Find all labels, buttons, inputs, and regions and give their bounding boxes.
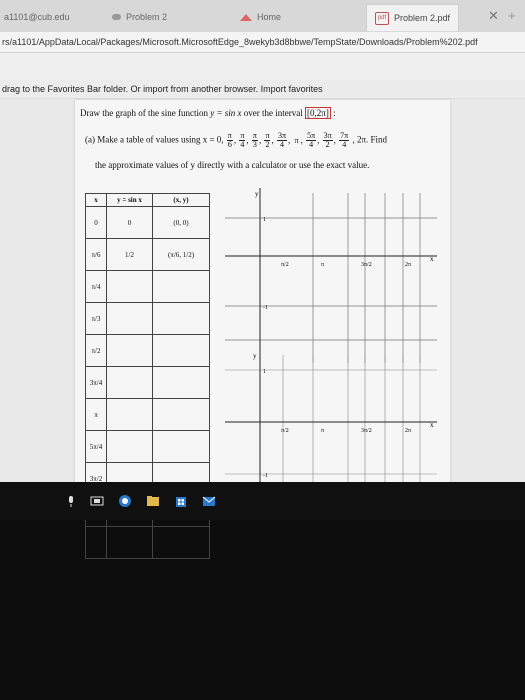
x-fraction — [339, 132, 349, 149]
comma: , — [246, 134, 251, 145]
x-fraction — [264, 132, 270, 149]
tab-pdf-label: Problem 2.pdf — [394, 13, 451, 23]
prompt-line — [80, 108, 336, 118]
cell-y — [107, 367, 153, 399]
cell-x: π/6 — [86, 239, 107, 271]
x-values-fractions — [226, 131, 350, 149]
x-axis-label-2: x — [430, 421, 434, 429]
cell-xy — [153, 367, 210, 399]
cell-xy: (0, 0) — [153, 207, 210, 239]
table-row — [86, 271, 210, 303]
cell-xy — [153, 399, 210, 431]
fraction-numerator: π — [294, 135, 299, 145]
cell-xy — [153, 303, 210, 335]
edge-icon — [112, 14, 121, 20]
x-fraction — [294, 137, 300, 145]
prompt-prefix: Draw the graph of the sine function — [80, 108, 208, 118]
y-tick-neg1: -1 — [263, 305, 268, 311]
pdf-icon: pdf — [375, 12, 389, 25]
prompt-interval: [0,2π] — [307, 108, 329, 118]
header-y: y = sin x — [107, 194, 153, 207]
comma: , — [300, 134, 306, 145]
cell-x: π — [86, 399, 107, 431]
microphone-icon[interactable] — [64, 494, 78, 508]
tick-pi-b: π — [321, 428, 325, 434]
table-row — [86, 527, 210, 559]
comma: , — [333, 134, 339, 145]
cell-y — [107, 527, 153, 559]
x-fraction — [277, 132, 287, 149]
cell-x: 3π/2 — [86, 463, 107, 495]
header-x: x — [86, 194, 107, 207]
favorites-bar — [0, 80, 525, 99]
comma: , — [288, 134, 293, 145]
home-icon — [240, 14, 252, 21]
x-fraction — [252, 132, 258, 149]
cell-x: π/4 — [86, 271, 107, 303]
close-tab-icon[interactable]: ✕ — [488, 8, 499, 23]
part-a-prefix: (a) Make a table of values using x = 0, — [85, 134, 224, 145]
cell-y — [107, 303, 153, 335]
tab-home-label: Home — [257, 12, 282, 22]
fraction-numerator: 7π — [340, 131, 349, 140]
cell-x: π/3 — [86, 303, 107, 335]
x-fraction — [306, 132, 316, 149]
task-view-icon[interactable] — [90, 494, 104, 508]
tick-2pi-b: 2π — [405, 428, 412, 434]
prompt-equation: y = sin x — [210, 108, 242, 118]
y-axis-label-2: y — [253, 352, 257, 360]
header-xy: (x, y) — [153, 194, 210, 207]
taskbar — [0, 482, 525, 520]
tab-home[interactable] — [240, 4, 281, 30]
address-bar[interactable] — [0, 32, 525, 53]
tick-3pi-2-b: 3π/2 — [361, 428, 372, 434]
y-axis-label: y — [255, 190, 259, 198]
cell-x: 5π/4 — [86, 431, 107, 463]
fraction-denominator: 2 — [265, 140, 270, 149]
table-row — [86, 335, 210, 367]
part-a-line2-text: the approximate values of y directly with a calculator or use the exact value. — [95, 160, 370, 170]
new-tab-icon[interactable]: + — [508, 8, 516, 23]
x-axis-label: x — [430, 255, 434, 263]
tick-pi-2-b: π/2 — [281, 428, 289, 434]
pdf-page — [75, 100, 450, 547]
mail-icon[interactable] — [202, 494, 216, 508]
tab-email[interactable] — [4, 4, 70, 30]
table-row — [86, 239, 210, 271]
table-row — [86, 207, 210, 239]
page-gap — [0, 53, 525, 80]
comma: , — [317, 134, 322, 145]
fraction-denominator: 4 — [280, 140, 284, 149]
cell-xy — [153, 271, 210, 303]
fraction-denominator: 2 — [325, 140, 330, 149]
cell-xy — [153, 527, 210, 559]
fraction-numerator: 3π — [323, 131, 332, 140]
cell-y: 0 — [107, 207, 153, 239]
part-a-line2 — [95, 160, 369, 170]
tab-problem2-label: Problem 2 — [126, 12, 168, 22]
fraction-denominator: 4 — [309, 140, 314, 149]
tab-problem2[interactable] — [112, 4, 167, 30]
fraction-denominator: 4 — [240, 140, 245, 149]
fraction-denominator: 3 — [252, 140, 257, 149]
tab-email-label: a1101@cub.edu — [4, 12, 70, 22]
x-fraction — [239, 132, 245, 149]
tick-2pi: 2π — [405, 262, 412, 268]
fraction-numerator: π — [265, 131, 270, 140]
table-row — [86, 399, 210, 431]
cell-y — [107, 399, 153, 431]
fraction-numerator: π — [252, 131, 257, 140]
x-fraction — [227, 132, 233, 149]
prompt-end: : — [333, 108, 336, 118]
tick-pi: π — [321, 262, 325, 268]
fraction-numerator: 3π — [277, 131, 287, 140]
fraction-numerator: π — [227, 131, 232, 140]
cell-y — [107, 335, 153, 367]
part-a-suffix: , 2π. Find — [352, 134, 388, 145]
cell-x: π/2 — [86, 335, 107, 367]
file-explorer-icon[interactable] — [146, 494, 160, 508]
fraction-numerator: π — [240, 131, 245, 140]
prompt-middle: over the interval — [243, 108, 303, 118]
cell-xy — [153, 335, 210, 367]
favorites-message: drag to the Favorites Bar folder. Or import from another browser. Import favorites — [2, 84, 323, 94]
cell-x: 2π — [86, 527, 107, 559]
store-icon[interactable] — [174, 494, 188, 508]
y-tick-1: 1 — [263, 217, 266, 223]
cell-xy: (π/6, 1/2) — [153, 239, 210, 271]
y-tick-1-b: 1 — [263, 369, 266, 375]
table-row — [86, 431, 210, 463]
table-row — [86, 303, 210, 335]
x-fraction — [323, 132, 333, 149]
cell-y: 1/2 — [107, 239, 153, 271]
comma: , — [258, 134, 264, 145]
y-tick-neg1-b: -1 — [263, 473, 268, 479]
comma: , — [271, 134, 276, 145]
tab-bar — [0, 0, 525, 33]
fraction-numerator: 5π — [307, 131, 316, 140]
cell-x: 3π/4 — [86, 367, 107, 399]
fraction-denominator: 4 — [342, 140, 347, 149]
table-row — [86, 367, 210, 399]
cell-y — [107, 431, 153, 463]
edge-icon-taskbar[interactable] — [118, 494, 132, 508]
fraction-denominator: 6 — [227, 140, 232, 149]
tab-problem2-pdf[interactable] — [366, 4, 459, 31]
graph-grid-1 — [225, 188, 437, 363]
part-a-line — [85, 132, 387, 149]
cell-y — [107, 271, 153, 303]
cell-x: 0 — [86, 207, 107, 239]
tick-pi-2: π/2 — [281, 262, 289, 268]
cell-xy — [153, 431, 210, 463]
comma: , — [233, 134, 239, 145]
address-text: rs/a1101/AppData/Local/Packages/Microsoft.MicrosoftEdge_8wekyb3d8bbwe/TempState/Downloads/Problem%202.pdf — [2, 37, 478, 47]
tick-3pi-2: 3π/2 — [361, 262, 372, 268]
table-header-row — [86, 194, 210, 207]
